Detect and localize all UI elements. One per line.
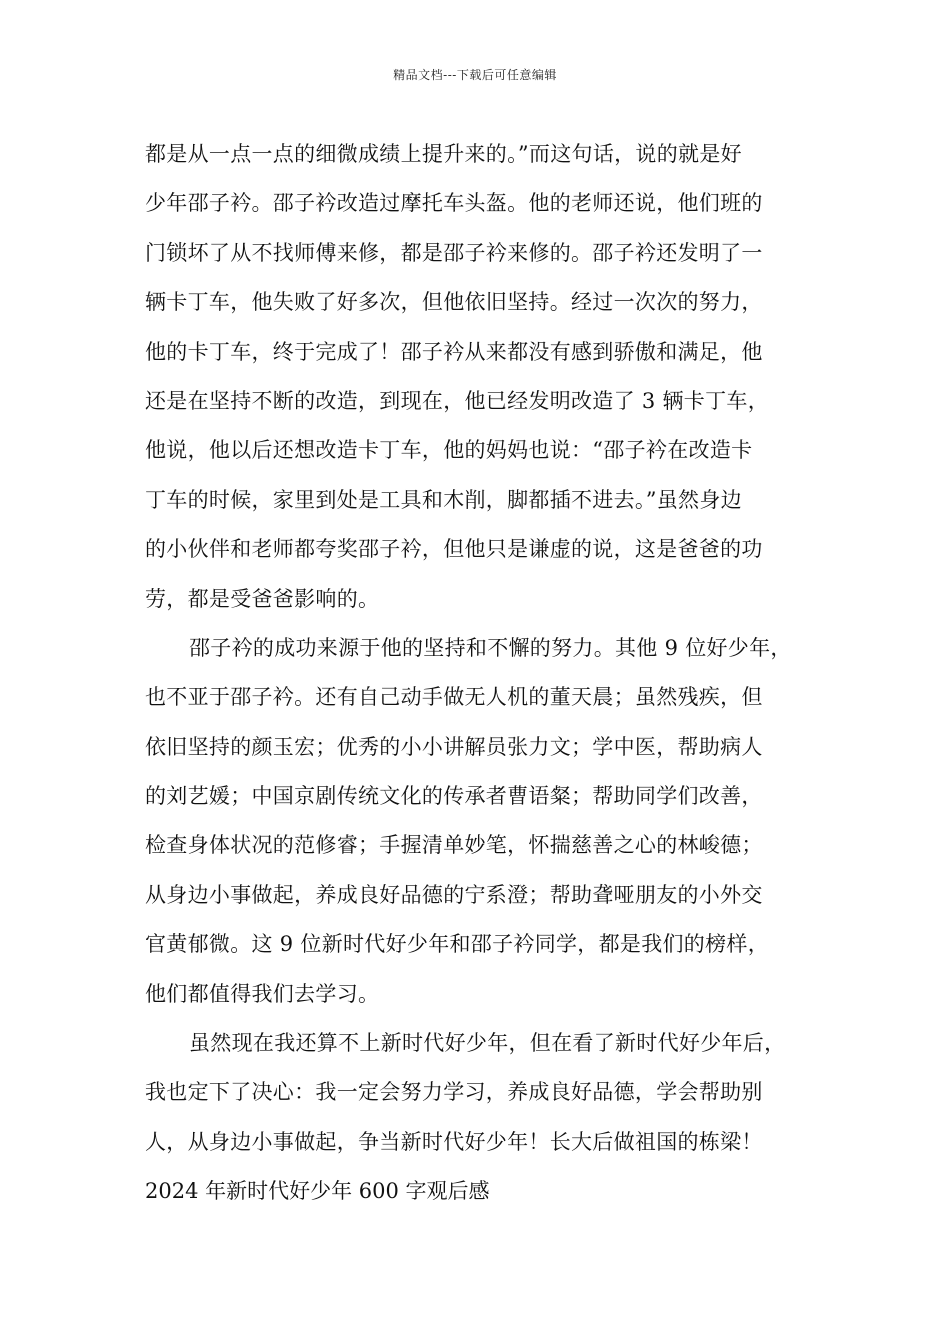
paragraph-1 [145,130,815,624]
text-line: 还是在坚持不断的改造，到现在，他已经发明改造了 3 辆卡丁车， [145,388,770,413]
text-line: 的刘艺媛；中国京剧传统文化的传承者曹语粲；帮助同学们改善， [145,784,763,809]
text-line: 从身边小事做起，养成良好品德的宁系澄；帮助聋哑朋友的小外交 [145,882,763,907]
text-line: 的小伙伴和老师都夸奖邵子衿，但他只是谦虚的说，这是爸爸的功 [145,537,763,562]
text-line: 他说，他以后还想改造卡丁车，他的妈妈也说：“邵子衿在改造卡 [145,438,753,463]
text-line: 门锁坏了从不找师傅来修，都是邵子衿来修的。邵子衿还发明了一 [145,240,763,265]
text-line: 依旧坚持的颜玉宏；优秀的小小讲解员张力文；学中医，帮助病人 [145,734,763,759]
page-header: 精品文档---下载后可任意编辑 [393,68,557,82]
text-line: 我也定下了决心：我一定会努力学习，养成良好品德，学会帮助别 [145,1080,763,1105]
text-line: 检查身体状况的范修睿；手握清单妙笔，怀揣慈善之心的林峻德； [145,833,763,858]
text-line: 他的卡丁车，终于完成了！邵子衿从来都没有感到骄傲和满足，他 [145,339,763,364]
text-line: 都是从一点一点的细微成绩上提升来的。”而这句话，说的就是好 [145,142,742,166]
paragraph-2 [145,624,815,1019]
text-line: 辆卡丁车，他失败了好多次，但他依旧坚持。经过一次次的努力， [145,290,763,315]
text-line: 丁车的时候，家里到处是工具和木削，脚都插不进去。”虽然身边 [145,487,742,512]
text-line: 少年邵子衿。邵子衿改造过摩托车头盔。他的老师还说，他们班的 [145,191,763,216]
text-line: 人，从身边小事做起，争当新时代好少年！长大后做祖国的栋梁！ [145,1129,763,1154]
text-line: 劳，都是受爸爸影响的。 [145,586,380,611]
text-line: 官黄郁微。这 9 位新时代好少年和邵子衿同学，都是我们的榜样， [145,932,770,957]
text-line: 邵子衿的成功来源于他的坚持和不懈的努力。其他 9 位好少年， [189,635,792,660]
document-body [145,130,815,1217]
text-line: 也不亚于邵子衿。还有自己动手做无人机的董天晨；虽然残疾，但 [145,685,763,710]
paragraph-3 [145,1019,815,1167]
text-line: 他们都值得我们去学习。 [145,981,380,1006]
next-section-title: 2024 年新时代好少年 600 字观后感 [145,1179,490,1204]
text-line: 虽然现在我还算不上新时代好少年，但在看了新时代好少年后， [189,1031,786,1056]
